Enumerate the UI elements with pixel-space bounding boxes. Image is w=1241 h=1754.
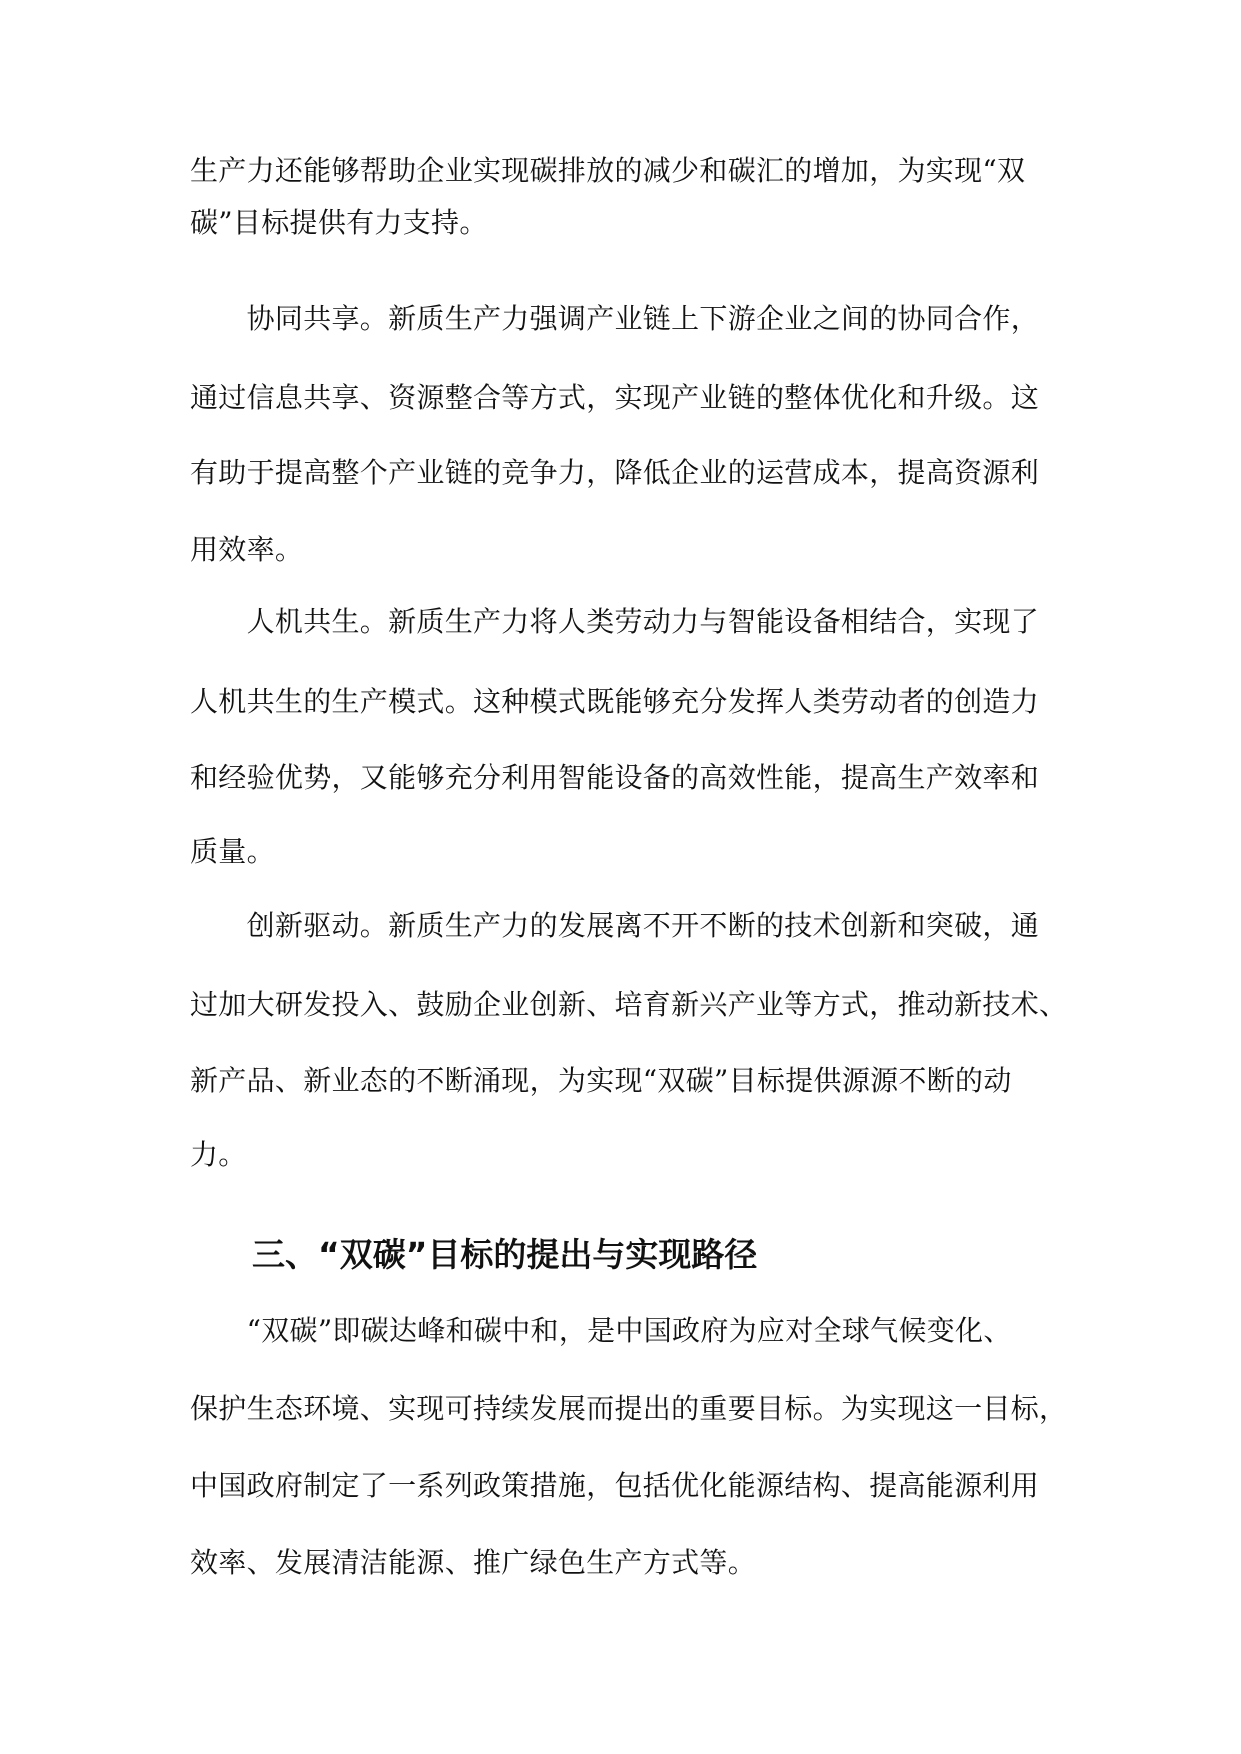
paragraph-2-line-3: 有助于提高整个产业链的竞争力，降低企业的运营成本，提高资源利 xyxy=(190,456,1040,489)
paragraph-4-line-4: 力。 xyxy=(190,1138,247,1171)
paragraph-5-line-4: 效率、发展清洁能源、推广绿色生产方式等。 xyxy=(190,1546,757,1579)
paragraph-4-line-2: 过加大研发投入、鼓励企业创新、培育新兴产业等方式，推动新技术、 xyxy=(190,988,1068,1021)
paragraph-2-line-2: 通过信息共享、资源整合等方式，实现产业链的整体优化和升级。这 xyxy=(190,381,1040,414)
paragraph-3-line-2: 人机共生的生产模式。这种模式既能够充分发挥人类劳动者的创造力 xyxy=(190,685,1040,718)
paragraph-3-line-4: 质量。 xyxy=(190,835,275,868)
paragraph-4-line-3: 新产品、新业态的不断涌现，为实现“双碳”目标提供源源不断的动 xyxy=(190,1064,1012,1097)
section-heading: 三、“双碳”目标的提出与实现路径 xyxy=(252,1235,758,1274)
paragraph-2-line-1: 协同共享。新质生产力强调产业链上下游企业之间的协同合作， xyxy=(190,302,1040,335)
paragraph-5-line-2: 保护生态环境、实现可持续发展而提出的重要目标。为实现这一目标， xyxy=(190,1392,1068,1425)
paragraph-2-line-4: 用效率。 xyxy=(190,533,304,566)
paragraph-3-line-1: 人机共生。新质生产力将人类劳动力与智能设备相结合，实现了 xyxy=(190,605,1040,638)
paragraph-1-line-1: 生产力还能够帮助企业实现碳排放的减少和碳汇的增加，为实现“双 xyxy=(190,154,1026,187)
paragraph-5-line-1: “双碳”即碳达峰和碳中和，是中国政府为应对全球气候变化、 xyxy=(190,1314,1012,1347)
paragraph-4-line-1: 创新驱动。新质生产力的发展离不开不断的技术创新和突破，通 xyxy=(190,909,1040,942)
paragraph-3-line-3: 和经验优势，又能够充分利用智能设备的高效性能，提高生产效率和 xyxy=(190,761,1040,794)
paragraph-5-line-3: 中国政府制定了一系列政策措施，包括优化能源结构、提高能源利用 xyxy=(190,1469,1040,1502)
paragraph-1-line-2: 碳”目标提供有力支持。 xyxy=(190,206,488,239)
